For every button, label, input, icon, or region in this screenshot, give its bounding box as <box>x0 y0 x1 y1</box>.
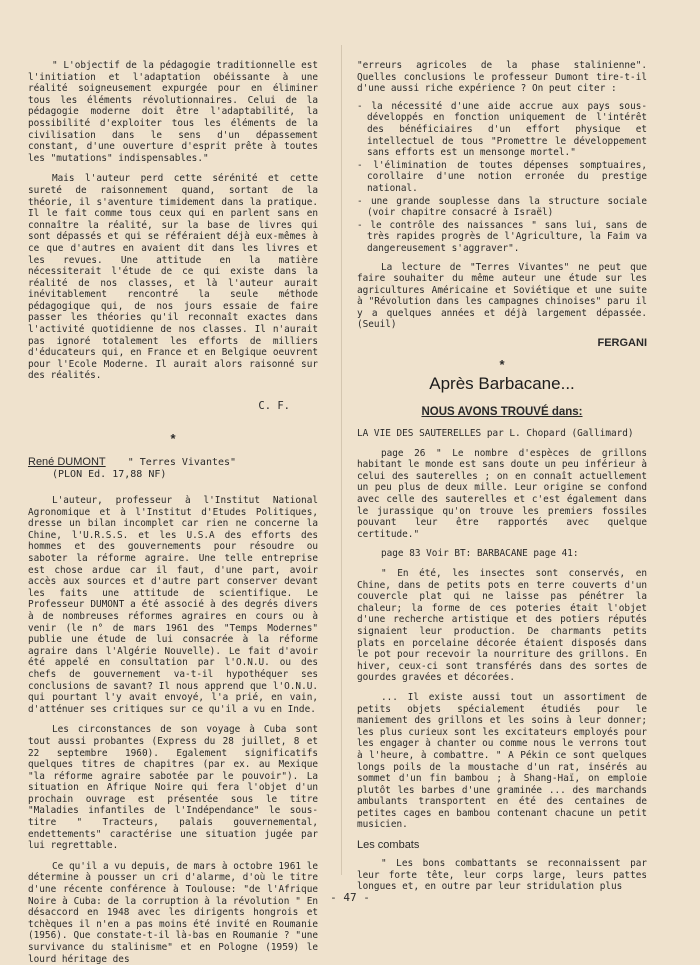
paragraph: " L'objectif de la pédagogie traditionnelle est l'initiation et l'adaptation obéissante à une réalité soigneusement expurgée pour en éliminer tous les éléments révolutionnaires. Celui de la pédagogie moderne doit être l'adaptabilité, la possibilité d'exploiter tous les éléments de la civilisation dans le sens d'un dépassement constant, d'une ouverture d'esprit prête à toutes les "mutations" indispensables." <box>28 60 318 164</box>
page-reference: page 83 Voir BT: BARBACANE page 41: <box>381 548 579 560</box>
conclusions-list <box>357 101 647 255</box>
book-title: " Terres Vivantes" <box>127 457 237 469</box>
list-item: - l'élimination de toutes dépenses somptuaires, corollaire d'une notion erronée du prestige national. <box>357 159 647 194</box>
separator-star: * <box>170 431 176 447</box>
quotation: page 26 " Le nombre d'espèces de grillons habitant le monde est sans doute un peu inférieur à celui des sauterelles ; on en connaît actuellement un peu plus de deux mille. Leur origine se confond avec celle des sauterelles et c'est également dans le jurassique qu'on trouve les premiers fossiles pouvant leur être rapportés avec quelque certitude." <box>357 447 647 540</box>
quotation: ... Il existe aussi tout un assortiment de petits objets spécialement étudiés pour le maniement des grillons et les soins à leur donner; les plus curieux sont les excitateurs employés pour les engager à chanter ou comme nous le verrons tout à l'heure, à combattre. " A Pékin ce sont quelques longs poils de la moustache d'un rat, insérés au sommet d'un fin bambou ; à Shang-Haï, on emploie plutôt les barbes d'une graminée ... des marchands ambulants transportent en été des centaines de petites cages en bambou contenant chacune un petit musicien. <box>357 691 647 831</box>
paragraph: L'auteur, professeur à l'Institut National Agronomique et à l'Institut d'Etudes Politiques, dresse un bilan incomplet car rien ne concerne la Chine, l'U.R.S.S. et les U.S.A des efforts des hommes et des gouvernements pour résoudre ou saboter la réforme agraire. Une telle entreprise est chose ardue car il faut, d'une part, avoir accès aux sources et d'autre part conserver devant les faits une attitude de scientifique. Le Professeur DUMONT a été associé à des degrés divers à de nombreuses réformes agraires en cours ou à venir (le n° de mars 1961 des "Temps Modernes" publie une étude de lui consacrée à la réforme agraire dans l'Algérie Nouvelle). Le fait d'avoir été appelé en consultation par l'O.N.U. ou des chefs de gouvernement va-t-il hypothéquer ses conclusions de savant? Il nous apprend que l'O.N.U. qui pourtant l'y avait envoyé, l'a prié, en vain, d'atténuer ses critiques sur ce qu'il a vu en Inde. <box>28 495 318 715</box>
list-item: - la nécessité d'une aide accrue aux pays sous-développés en fonction uniquement de l'intérêt des bénéficiaires d'un effort physique et intellectuel de tous "Promettre le développement sans efforts est un mensonge mortel." <box>357 100 647 159</box>
source-reference: LA VIE DES SAUTERELLES par L. Chopard (Gallimard) <box>357 428 634 440</box>
article-title: Après Barbacane... <box>429 374 575 394</box>
paragraph: "erreurs agricoles de la phase stalinienne". Quelles conclusions le professeur Dumont tire-t-il d'une aussi riche expérience ? On peut citer : <box>357 60 647 95</box>
list-item: - une grande souplesse dans la structure sociale (voir chapitre consacré à Israël) <box>357 195 647 219</box>
article-subtitle: NOUS AVONS TROUVÉ dans: <box>421 406 583 419</box>
paragraph: La lecture de "Terres Vivantes" ne peut que faire souhaiter du même auteur une étude sur les agricultures Américaine et Soviétique et une suite à "Révolution dans les campagnes chinoises" paru il y a quelques années et déjà largement dépassée. (Seuil) <box>357 261 647 331</box>
left-column <box>28 60 318 965</box>
separator-star: * <box>499 357 505 373</box>
column-divider <box>341 45 342 875</box>
right-column <box>357 60 647 893</box>
quotation: " En été, les insectes sont conservés, en Chine, dans de petits pots en terre couverts d'un couvercle plat qui ne laisse pas pénétrer la chaleur; la forme de ces poteries était l'objet d'une recherche artistique et des potiers réputés signaient leur production. De charmants petits plats en porcelaine décorée étaient disposés dans le pot pour recevoir la nourriture des grillons. En hiver, ceux-ci sont transférés dans des sortes de gourdes gravées et décorées. <box>357 568 647 684</box>
section-heading: Les combats <box>357 839 420 852</box>
book-publisher: (PLON Ed. 17,88 NF) <box>52 469 167 481</box>
paragraph: Les circonstances de son voyage à Cuba sont tout aussi probantes (Express du 28 juillet, 8 et 22 septembre 1960). Egalement significatifs quelques titres de chapitres (par ex. au Mexique "la réforme agraire sabotée par le pouvoir"). La situation en Afrique Noire qui fera l'objet d'un prochain ouvrage est présentée sous le titre "Maladies infantiles de l'Indépendance" le sous-titre " Tracteurs, palais gouvernemental, endettements" caractérise une situation jugée par lui regrettable. <box>28 724 318 852</box>
signature: C. F. <box>258 400 290 413</box>
signature: FERGANI <box>597 337 647 350</box>
list-item: - le contrôle des naissances " sans lui, sans de très rapides progrès de l'Agriculture, la Faim va dangereusement s'aggraver". <box>357 219 647 254</box>
page-number: - 47 - <box>330 891 370 904</box>
paragraph: Mais l'auteur perd cette sérénité et cette sureté de raisonnement quand, sortant de la théorie, il s'aventure timidement dans la pratique. Il le fait comme tous ceux qui en parlent sans en connaître la réalité, sur la base de livres qui sont dépassés et qui se référaient déjà eux-mêmes à ce que d'autres en avaient dit dans les livres et les revues. Une attitude en la matière nécessiterait l'étude de ce qui existe dans la réalité de nos classes, et là l'auteur aurait inévitablement rencontré la seule méthode pédagogique qui, de nos jours essaie de faire passer les théories qu'il reconnaît exactes dans l'activité quotidienne de nos classes. Il n'aurait pas ignoré totalement les efforts de milliers d'éducateurs qui, en France et en Belgique oeuvrent pour l'Ecole Moderne. Il aurait alors raisonné sur des réalités. <box>28 173 318 382</box>
book-header <box>28 456 318 481</box>
quotation: " Les bons combattants se reconnaissent par leur forte tête, leur corps large, leurs pattes longues et, en outre par leur stridulation plus <box>357 858 647 893</box>
paragraph: Ce qu'il a vu depuis, de mars à octobre 1961 le détermine à pousser un cri d'alarme, d'où le titre d'une récente conférence à Toulouse: "de l'Afrique Noire à Cuba: de la corruption à la révolution " En désaccord en 1948 avec les dirigents hongrois et tchèques il n'en a pas moins été invité en Roumanie (1956). Que constate-t-il là-bas en Roumanie ? "une survivance du stalinisme" et en Pologne (1959) le lourd héritage des <box>28 860 318 965</box>
book-author: René DUMONT <box>28 456 106 469</box>
